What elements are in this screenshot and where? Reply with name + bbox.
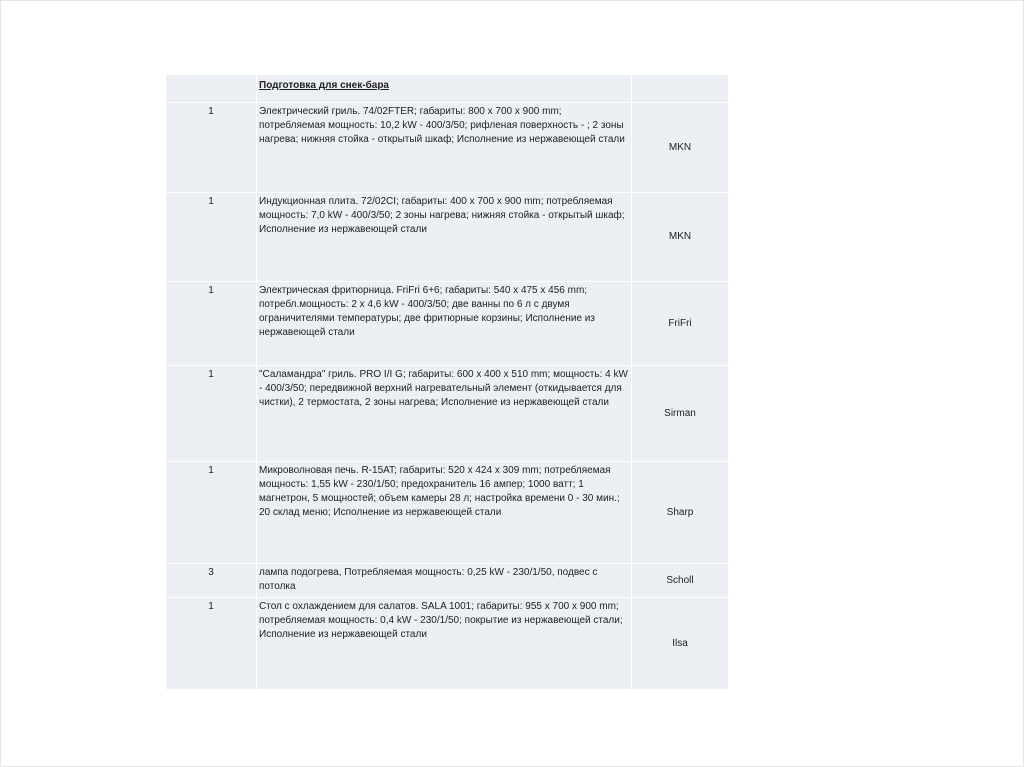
qty-cell: 1 [166, 598, 257, 690]
brand-cell: FriFri [632, 282, 729, 366]
description-cell: Индукционная плита. 72/02CI; габариты: 400 x 700 x 900 mm; потребляемая мощность: 7,0 kW - 400/3/50; 2 зоны нагрева; нижняя стойка - открытый шкаф; Исполнение из нержавеющей стали [257, 193, 632, 282]
header-title-cell [257, 75, 632, 103]
brand-cell: Sharp [632, 462, 729, 564]
page-border-left [0, 0, 1, 767]
description-cell: Микроволновая печь. R-15AT; габариты: 520 x 424 x 309 mm; потребляемая мощность: 1,55 kW - 230/1/50; предохранитель 16 ампер; 1000 ватт; 1 магнетрон, 5 мощностей; объем камеры 28 л; настройка времени 0 - 30 мин.; 20 склад меню; Исполнение из нержавеющей стали [257, 462, 632, 564]
table-row [166, 103, 729, 193]
brand-cell: Sirman [632, 366, 729, 462]
table-header-row [166, 75, 729, 103]
qty-cell: 1 [166, 282, 257, 366]
brand-cell: MKN [632, 103, 729, 193]
qty-cell: 1 [166, 462, 257, 564]
qty-cell: 1 [166, 103, 257, 193]
brand-cell: MKN [632, 193, 729, 282]
table-row [166, 193, 729, 282]
description-cell: лампа подогрева, Потребляемая мощность: 0,25 kW - 230/1/50, подвес с потолка [257, 564, 632, 598]
header-qty-cell [166, 75, 257, 103]
header-brand-cell [632, 75, 729, 103]
brand-cell: Ilsa [632, 598, 729, 690]
qty-cell: 3 [166, 564, 257, 598]
table-row [166, 366, 729, 462]
qty-cell: 1 [166, 193, 257, 282]
table-row [166, 462, 729, 564]
table-row [166, 564, 729, 598]
brand-cell: Scholl [632, 564, 729, 598]
equipment-table [165, 74, 729, 690]
description-cell: "Саламандра" гриль. PRO I/I G; габариты: 600 x 400 x 510 mm; мощность: 4 kW - 400/3/50; передвижной верхний нагревательный элемент (откидывается для чистки), 2 термостата, 2 зоны нагрева; Исполнение из нержавеющей стали [257, 366, 632, 462]
description-cell: Стол с охлаждением для салатов. SALA 1001; габариты: 955 x 700 x 900 mm; потребляемая мощность: 0,4 kW - 230/1/50; покрытие из нержавеющей стали; Исполнение из нержавеющей стали [257, 598, 632, 690]
section-title: Подготовка для снек-бара [259, 80, 389, 91]
description-cell: Электрический гриль. 74/02FTER; габариты: 800 x 700 x 900 mm; потребляемая мощность: 10,2 kW - 400/3/50; рифленая поверхность - ; 2 зоны нагрева; нижняя стойка - открытый шкаф; Исполнение из нержавеющей стали [257, 103, 632, 193]
page-border-top [0, 0, 1024, 1]
qty-cell: 1 [166, 366, 257, 462]
table-row [166, 282, 729, 366]
table-row [166, 598, 729, 690]
description-cell: Электрическая фритюрница. FriFri 6+6; габариты: 540 x 475 x 456 mm; потребл.мощность: 2 x 4,6 kW - 400/3/50; две ванны по 6 л с двумя ограничителями температуры; две фритюрные корзины; Исполнение из нержавеющей стали [257, 282, 632, 366]
